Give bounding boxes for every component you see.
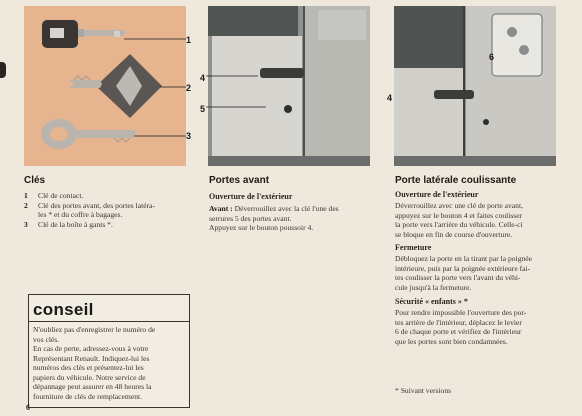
callout-3: 3 [186,131,192,141]
text-line: vos clés. [33,334,60,344]
conseil-box [28,294,190,408]
closing-subtitle: Fermeture [395,243,432,252]
list-item [24,191,194,201]
glovebox-key [41,119,136,149]
text-line: Appuyez sur le bouton poussoir 4. [209,223,314,232]
text-line: 6 de chaque porte et vérifiez de l'intérieur [395,327,522,336]
text-line: appuyez sur le bouton 4 et faites coulisser [395,210,523,220]
front-doors-section [209,175,379,233]
item-number: 1 [24,191,28,200]
text-line: fourniture de clés de remplacement. [33,391,143,401]
keys-photo [24,6,186,166]
keys-illustration [24,6,186,166]
text-line: Débloquez la porte en la tirant par la poignée [395,254,533,263]
page-number: 6 [26,403,30,412]
callout-6-side: 6 [489,52,495,62]
list-item [24,220,194,230]
side-opening-subtitle: Ouverture de l'extérieur [395,190,479,199]
text-line: que les portes sont bien condamnées. [395,336,508,346]
keys-title: Clés [24,175,46,186]
side-door-title: Porte latérale coulissante [395,175,517,186]
front-label: Avant : [209,204,233,213]
text-line: Pour rendre impossible l'ouverture des por- [395,308,527,317]
conseil-divider [29,321,189,322]
item-text: Clé de la boîte à gants *. [38,219,113,229]
text-line: Représentant Renault. Indiquez-lui les [33,353,150,363]
callout-2: 2 [186,83,192,93]
footnote: * Suivant versions [395,386,452,395]
text-line: tes arrière de l'intérieur, déplacez le levier [395,317,522,327]
text-line: la porte vers l'arrière du véhicule. Celle-ci [395,220,523,229]
text-line: serrures 5 des portes avant. [209,213,292,223]
item-number: 3 [24,219,28,229]
page-edge-marker [0,62,6,78]
text-line: En cas de perte, adressez-vous à votre [33,344,149,353]
child-safety-subtitle: Sécurité « enfants » * [395,297,468,306]
front-doors-title: Portes avant [209,175,270,186]
text-line: Déverrouillez avec une clé de porte avant, [395,201,523,210]
child-safety-text [395,308,575,346]
front-callout-lines [206,72,266,112]
front-doors-subtitle: Ouverture de l'extérieur [209,192,293,201]
side-door-section [395,175,575,346]
item-text: Clé des portes avant, des portes latéra- [38,200,156,210]
callout-4-side: 4 [387,93,393,103]
closing-text [395,254,575,292]
text-line: numéros des clés et présentez-lui les [33,363,144,372]
callout-5-front: 5 [200,104,206,114]
front-doors-text [209,204,379,233]
callout-4-front: 4 [200,73,206,83]
item-text: les * et du coffre à bagages. [38,210,123,219]
text-line: N'oubliez pas d'enregistrer le numéro de [33,325,156,334]
text-line: Déverrouillez avec la clé l'une des [232,204,339,213]
text-line: intérieure, puis par la poignée extérieure fai- [395,263,531,273]
text-line: cule jusqu'à la fermeture. [395,282,472,292]
door-key [69,54,162,118]
list-item [24,201,194,220]
text-line: tes coulisser la porte vers l'avant du véhi- [395,273,521,282]
item-text: Clé de contact. [38,191,84,200]
ignition-key [42,20,126,48]
text-line: papiers du véhicule. Notre service de [33,372,146,382]
side-door-illustration [394,6,556,166]
conseil-text [33,325,189,401]
text-line: dépannage peut assurer en 48 heures la [33,382,152,391]
conseil-title: conseil [33,300,94,319]
side-opening-text [395,201,575,239]
item-number: 2 [24,200,28,210]
text-line: se bloque en fin de course d'ouverture. [395,229,513,239]
callout-1: 1 [186,35,192,45]
keys-section [24,175,194,229]
side-door-photo [394,6,556,166]
